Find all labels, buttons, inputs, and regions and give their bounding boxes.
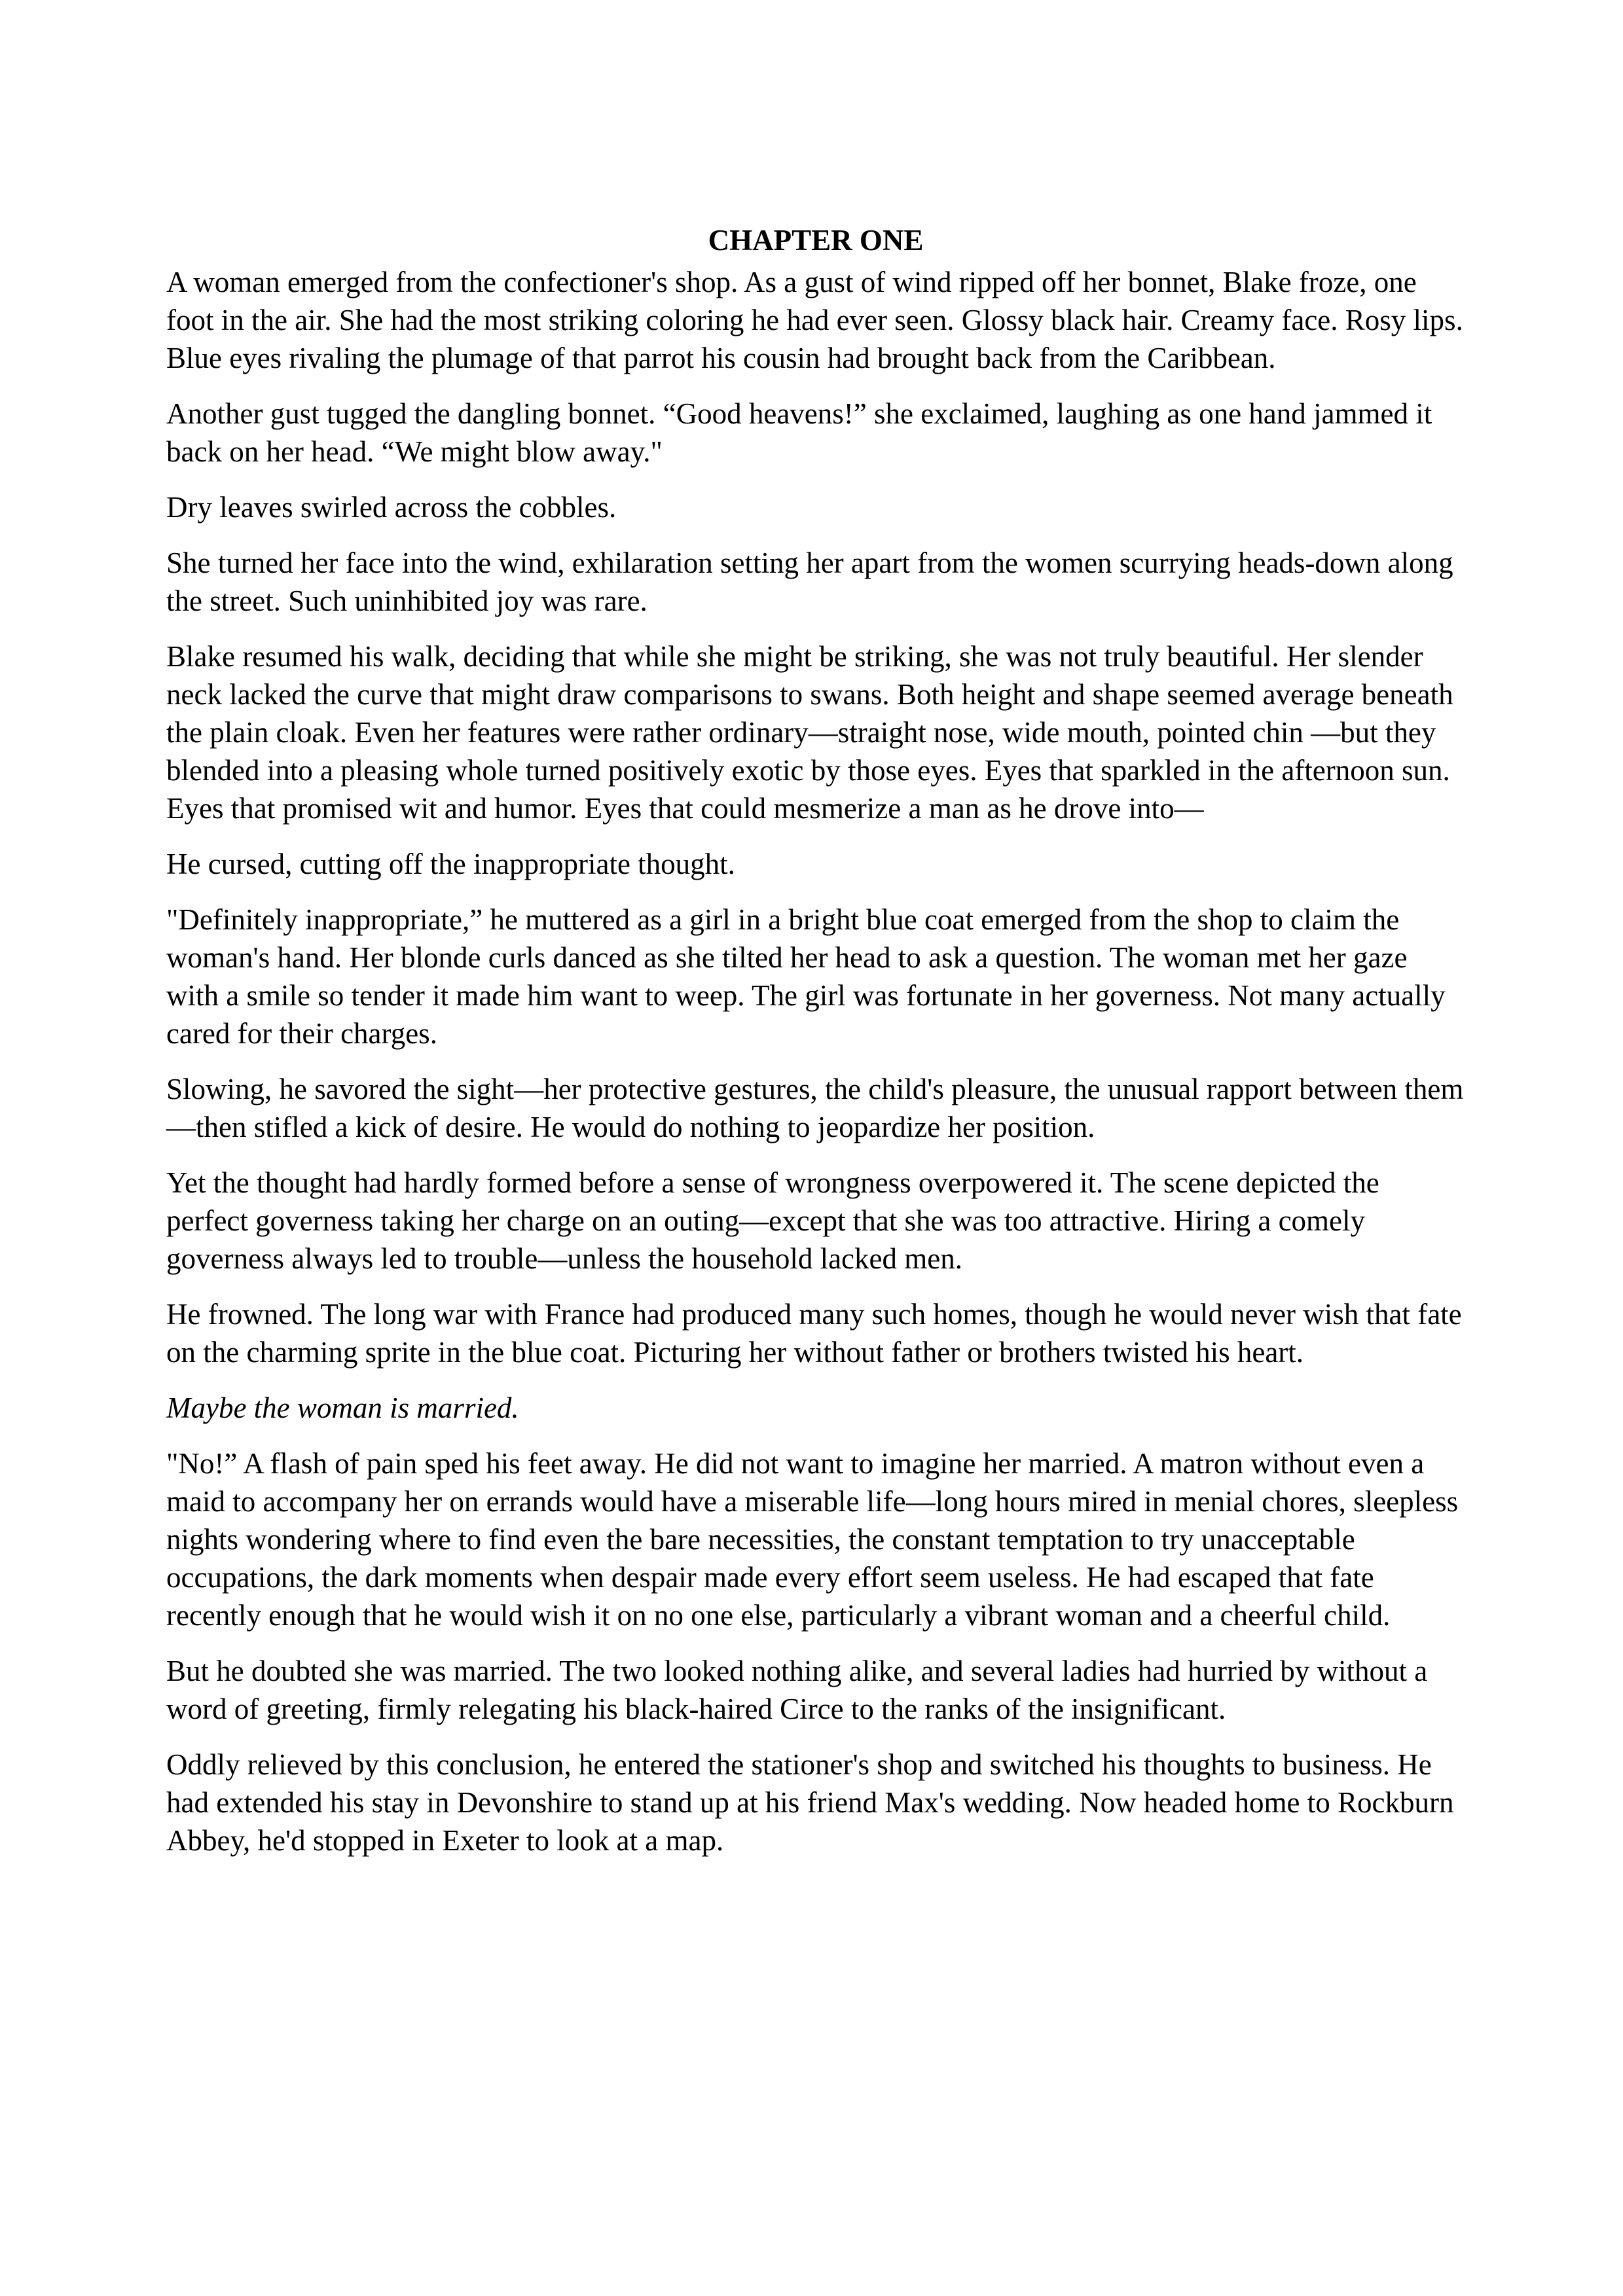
document-page [166, 221, 1465, 1877]
paragraph: "Definitely inappropriate,” he muttered as a girl in a bright blue coat emerged from the shop to claim the woman's hand. Her blonde curls danced as she tilted her head to ask a question. The woman met her gaze with a smile so tender it made him want to weep. The girl was fortunate in her governess. Not many actually cared for their charges. [166, 903, 1446, 1050]
paragraph: Oddly relieved by this conclusion, he entered the stationer's shop and switched his thoughts to business. He had extended his stay in Devonshire to stand up at his friend Max's wedding. Now headed home to Rockburn Abbey, he'd stopped in Exeter to look at a map. [166, 1748, 1454, 1857]
paragraph: Another gust tugged the dangling bonnet. “Good heavens!” she exclaimed, laughing as one hand jammed it back on her head. “We might blow away." [166, 397, 1432, 468]
paragraph: But he doubted she was married. The two looked nothing alike, and several ladies had hurried by without a word of greeting, firmly relegating his black-haired Circe to the ranks of the insignificant. [166, 1655, 1428, 1725]
paragraph: A woman emerged from the confectioner's shop. As a gust of wind ripped off her bonnet, Blake froze, one foot in the air. She had the most striking coloring he had ever seen. Glossy black hair. Creamy face. Rosy lips. Blue eyes rivaling the plumage of that parrot his cousin had brought back from the Caribbean. [166, 266, 1463, 374]
chapter-title: CHAPTER ONE [708, 224, 924, 257]
paragraph: Slowing, he savored the sight—her protective gestures, the child's pleasure, the unusual rapport between them—then stifled a kick of desire. He would do nothing to jeopardize her position. [166, 1073, 1464, 1143]
paragraph: Dry leaves swirled across the cobbles. [166, 491, 617, 524]
paragraph: He frowned. The long war with France had produced many such homes, though he would never wish that fate on the charming sprite in the blue coat. Picturing her without father or brothers twisted his heart. [166, 1298, 1462, 1369]
italic-paragraph: Maybe the woman is married. [166, 1391, 519, 1424]
paragraph: Yet the thought had hardly formed before a sense of wrongness overpowered it. The scene depicted the perfect governess taking her charge on an outing—except that she was too attractive. Hiring a comely governess always led to trouble—unless the household lacked men. [166, 1166, 1379, 1275]
paragraph: Blake resumed his walk, deciding that while she might be striking, she was not truly beautiful. Her slender neck lacked the curve that might draw comparisons to swans. Both height and shape seemed average beneath the plain cloak. Even her features were rather ordinary—straight nose, wide mouth, pointed chin —but they blended into a pleasing whole turned positively exotic by those eyes. Eyes that sparkled in the afternoon sun. Eyes that promised wit and humor. Eyes that could mesmerize a man as he drove into— [166, 640, 1453, 825]
paragraph: "No!” A flash of pain sped his feet away. He did not want to imagine her married. A matron without even a maid to accompany her on errands would have a miserable life—long hours mired in menial chores, sleepless nights wondering where to find even the bare necessities, the constant temptation to try unacceptable occupations, the dark moments when despair made every effort seem useless. He had escaped that fate recently enough that he would wish it on no one else, particularly a vibrant woman and a cheerful child. [166, 1447, 1459, 1632]
paragraph: He cursed, cutting off the inappropriate thought. [166, 848, 735, 880]
paragraph: She turned her face into the wind, exhilaration setting her apart from the women scurrying heads-down along the street. Such uninhibited joy was rare. [166, 547, 1453, 617]
